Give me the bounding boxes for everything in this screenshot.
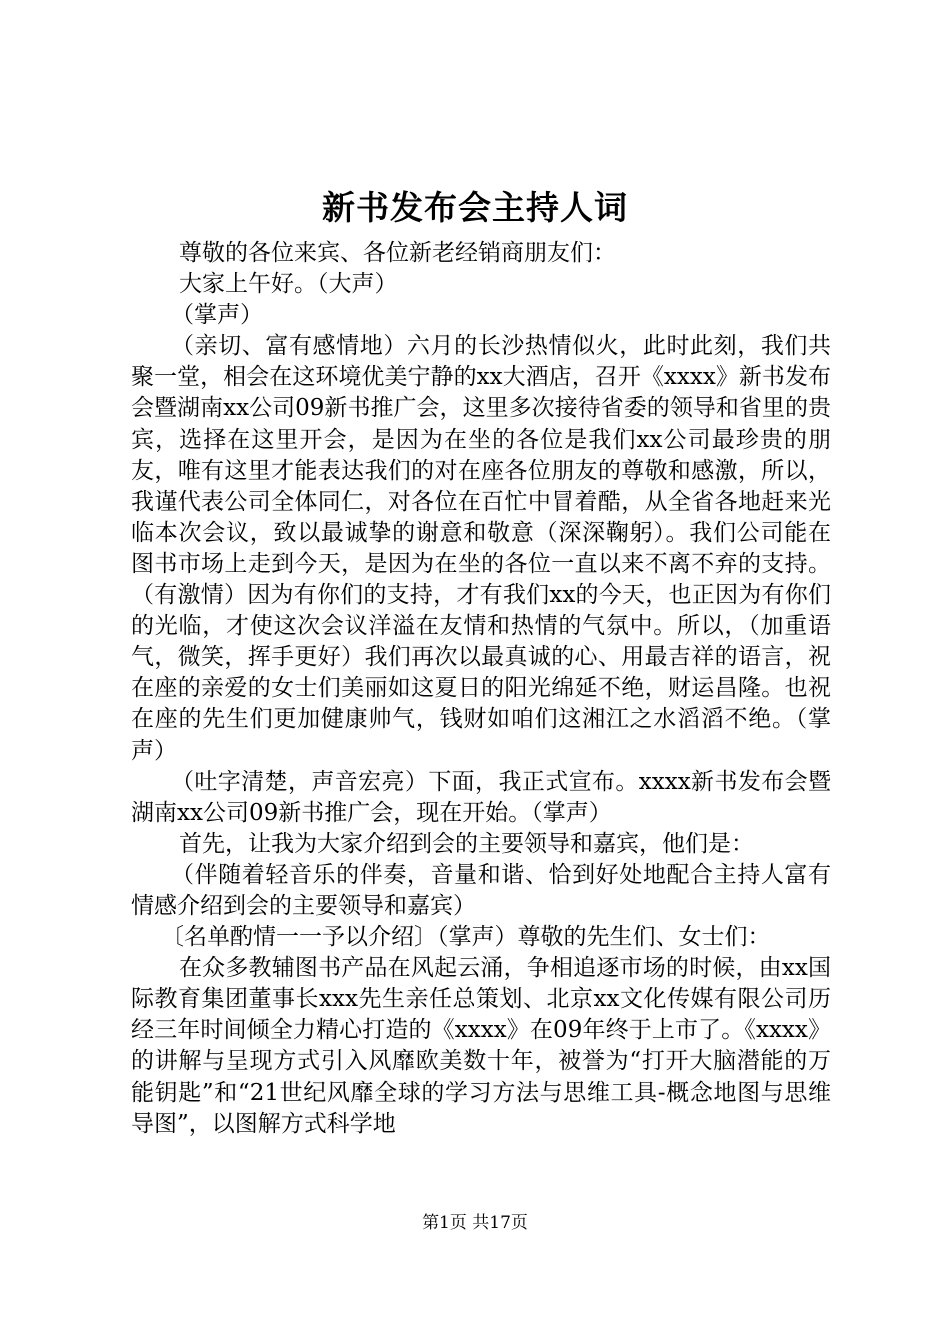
paragraph-name-list: 〔名单酌情一一予以介绍〕（掌声）尊敬的先生们、女士们： (161, 924, 771, 951)
paragraph-applause: （掌声） (171, 302, 263, 329)
paragraph-introduce-guests: 首先，让我为大家介绍到会的主要领导和嘉宾，他们是： (179, 830, 754, 857)
paragraph-good-morning: 大家上午好。（大声） (179, 271, 398, 298)
paragraph-welcome-speech: （亲切、富有感情地）六月的长沙热情似火，此时此刻，我们共聚一堂，相会在这环境优美宁静的xx大酒店，召开《xxxx》新书发布会暨湖南xx公司09新书推广会，这里多次接待省委的领导和省里的贵宾，选择在这里开会，是因为在坐的各位是我们xx公司最珍贵的朋友，唯有这里才能表达我们的对在座各位朋友的尊敬和感激，所以，我谨代表公司全体同仁，对各位在百忙中冒着酷，从全省各地赶来光临本次会议，致以最诚挚的谢意和敬意（深深鞠躬）。我们公司能在图书市场上走到今天，是因为在坐的各位一直以来不离不弃的支持。（有激情）因为有你们的支持，才有我们xx的今天，也正因为有你们的光临，才使这次会议洋溢在友情和热情的气氛中。所以，（加重语气，微笑，挥手更好）我们再次以最真诚的心、用最吉祥的语言，祝在座的亲爱的女士们美丽如这夏日的阳光绵延不绝，财运昌隆。也祝在座的先生们更加健康帅气，钱财如咱们这湘江之水滔滔不绝。（掌声） (131, 333, 831, 764)
page-number: 第1页 共17页 (422, 1213, 528, 1233)
paragraph-music-note: （伴随着轻音乐的伴奏，音量和谐、恰到好处地配合主持人富有情感介绍到会的主要领导和嘉宾） (131, 861, 831, 919)
paragraph-product-intro: 在众多教辅图书产品在风起云涌，争相追逐市场的时候，由xx国际教育集团董事长xxx先生亲任总策划、北京xx文化传媒有限公司历经三年时间倾全力精心打造的《xxxx》在09年终于上市了。《xxxx》的讲解与呈现方式引入风靡欧美数十年，被誉为“打开大脑潜能的万能钥匙”和“21世纪风靡全球的学习方法与思维工具-概念地图与思维导图”，以图解方式科学地 (131, 955, 831, 1137)
document-body (131, 238, 831, 1140)
document-title: 新书发布会主持人词 (322, 188, 628, 227)
paragraph-opening-announcement: （吐字清楚，声音宏亮）下面，我正式宣布。xxxx新书发布会暨湖南xx公司09新书推广会，现在开始。（掌声） (131, 768, 831, 826)
paragraph-greeting: 尊敬的各位来宾、各位新老经销商朋友们： (179, 240, 616, 266)
